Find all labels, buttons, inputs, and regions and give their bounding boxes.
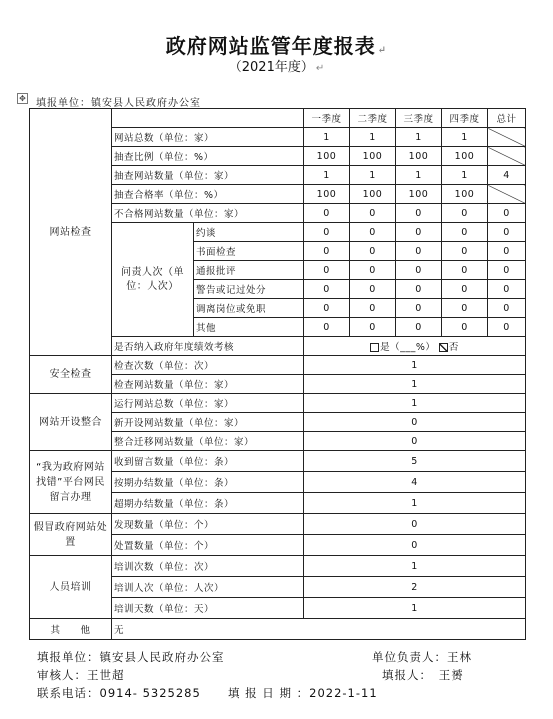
report-table [29, 108, 526, 640]
cell-value: 0 [442, 204, 488, 223]
cell-total: 0 [488, 204, 526, 223]
cell-value: 0 [442, 299, 488, 318]
row-label: 书面检查 [194, 242, 304, 261]
cell-total: 0 [488, 242, 526, 261]
section-message-handling: “我为政府网站找错”平台网民留言办理 [30, 451, 112, 514]
diagonal-cell [488, 128, 526, 147]
cell-value: 100 [442, 147, 488, 166]
cell-value: 1 [350, 128, 396, 147]
row-label: 处置数量（单位：个） [112, 535, 304, 556]
row-label: 培训人次（单位：人次） [112, 577, 304, 598]
assessment-label: 是否纳入政府年度绩效考核 [112, 337, 304, 356]
cell-value: 1 [396, 166, 442, 185]
cell-value: 0 [442, 223, 488, 242]
header-q4: 四季度 [442, 109, 488, 128]
section-staff-training: 人员培训 [30, 556, 112, 619]
report-title: 政府网站监管年度报表 ↵ [165, 34, 388, 58]
row-label: 检查网站数量（单位：家） [112, 375, 304, 394]
row-label: 警告或记过处分 [194, 280, 304, 299]
other-label: 其 他 [30, 619, 112, 640]
section-security-check: 安全检查 [30, 356, 112, 394]
row-label: 约谈 [194, 223, 304, 242]
row-label: 收到留言数量（单位：条） [112, 451, 304, 472]
cell-total: 0 [488, 318, 526, 337]
cell-value: 1 [304, 394, 526, 413]
cell-value: 0 [350, 299, 396, 318]
cell-value: 0 [396, 318, 442, 337]
cell-value: 0 [396, 242, 442, 261]
cell-value: 0 [304, 280, 350, 299]
footer-phone: 联系电话：0914- 5325285 [37, 686, 201, 700]
cell-value: 0 [350, 318, 396, 337]
cell-value: 0 [442, 242, 488, 261]
diagonal-cell [488, 185, 526, 204]
row-label: 其他 [194, 318, 304, 337]
cell-value: 0 [304, 535, 526, 556]
table-move-handle-icon[interactable]: ✥ [17, 93, 28, 104]
cell-value: 100 [350, 147, 396, 166]
cell-value: 0 [304, 242, 350, 261]
diagonal-cell [488, 147, 526, 166]
row-label: 发现数量（单位：个） [112, 514, 304, 535]
row-label: 检查次数（单位：次） [112, 356, 304, 375]
row-label: 抽查网站数量（单位：家） [112, 166, 304, 185]
cell-value: 100 [442, 185, 488, 204]
row-label: 抽查合格率（单位：%） [112, 185, 304, 204]
cell-value: 1 [442, 128, 488, 147]
row-label: 运行网站总数（单位：家） [112, 394, 304, 413]
cell-value: 1 [304, 375, 526, 394]
cell-total: 0 [488, 223, 526, 242]
paragraph-mark-icon: ↵ [315, 63, 325, 74]
cell-value: 1 [442, 166, 488, 185]
row-label: 培训天数（单位：天） [112, 598, 304, 619]
cell-value: 0 [442, 318, 488, 337]
section-website-open-integrate: 网站开设整合 [30, 394, 112, 451]
footer-filler: 填报人： 王赟 [382, 668, 464, 682]
cell-value: 0 [396, 204, 442, 223]
cell-value: 0 [304, 299, 350, 318]
cell-value: 0 [396, 299, 442, 318]
cell-value: 100 [304, 185, 350, 204]
cell-value: 1 [304, 166, 350, 185]
cell-total: 0 [488, 261, 526, 280]
accountability-label: 问责人次（单位：人次） [112, 223, 194, 337]
cell-value: 100 [350, 185, 396, 204]
report-subtitle: （2021年度） ↵ [228, 60, 325, 75]
row-label: 不合格网站数量（单位：家） [112, 204, 304, 223]
cell-value: 1 [396, 128, 442, 147]
cell-value: 0 [396, 223, 442, 242]
cell-value: 5 [304, 451, 526, 472]
header-q3: 三季度 [396, 109, 442, 128]
section-website-check: 网站检查 [30, 109, 112, 356]
cell-total: 0 [488, 299, 526, 318]
row-label: 通报批评 [194, 261, 304, 280]
cell-value: 0 [304, 204, 350, 223]
cell-total: 4 [488, 166, 526, 185]
cell-value: 0 [304, 514, 526, 535]
cell-value: 0 [396, 261, 442, 280]
cell-value: 0 [442, 280, 488, 299]
row-label: 整合迁移网站数量（单位：家） [112, 432, 304, 451]
footer-responsible: 单位负责人：王林 [372, 650, 472, 664]
cell-value: 2 [304, 577, 526, 598]
cell-value: 0 [396, 280, 442, 299]
cell-value: 1 [304, 128, 350, 147]
fill-unit-header: 填报单位：镇安县人民政府办公室 [36, 98, 201, 109]
cell-value: 0 [304, 318, 350, 337]
cell-value: 0 [350, 223, 396, 242]
row-label: 调离岗位或免职 [194, 299, 304, 318]
cell-value: 0 [304, 413, 526, 432]
footer-reviewer: 审核人：王世超 [37, 668, 125, 682]
footer-fill-unit: 填报单位：镇安县人民政府办公室 [37, 650, 225, 664]
other-value: 无 [112, 619, 526, 640]
cell-value: 100 [304, 147, 350, 166]
row-label: 抽查比例（单位：%） [112, 147, 304, 166]
header-q1: 一季度 [304, 109, 350, 128]
header-q2: 二季度 [350, 109, 396, 128]
cell-value: 1 [304, 356, 526, 375]
row-label: 网站总数（单位：家） [112, 128, 304, 147]
paragraph-mark-icon: ↵ [377, 45, 388, 56]
cell-value: 1 [304, 598, 526, 619]
row-label: 培训次数（单位：次） [112, 556, 304, 577]
cell-value: 0 [350, 280, 396, 299]
cell-total: 0 [488, 280, 526, 299]
section-fake-website: 假冒政府网站处置 [30, 514, 112, 556]
header-total: 总计 [488, 109, 526, 128]
cell-value: 0 [350, 242, 396, 261]
row-label: 按期办结数量（单位：条） [112, 472, 304, 493]
cell-value: 1 [304, 493, 526, 514]
cell-value: 4 [304, 472, 526, 493]
row-label: 新开设网站数量（单位：家） [112, 413, 304, 432]
cell-value: 0 [304, 261, 350, 280]
cell-value: 0 [442, 261, 488, 280]
cell-value: 0 [350, 204, 396, 223]
checkbox-yes[interactable] [370, 343, 379, 352]
cell-value: 0 [350, 261, 396, 280]
cell-value: 1 [350, 166, 396, 185]
footer-date: 填 报 日 期 ：2022-1-11 [228, 686, 378, 700]
cell-value: 0 [304, 223, 350, 242]
row-label: 超期办结数量（单位：条） [112, 493, 304, 514]
cell-value: 100 [396, 185, 442, 204]
cell-value: 0 [304, 432, 526, 451]
assessment-choice: 是（___%） 否 [304, 337, 526, 356]
cell-value: 1 [304, 556, 526, 577]
cell-value: 100 [396, 147, 442, 166]
checkbox-no[interactable] [439, 343, 448, 352]
